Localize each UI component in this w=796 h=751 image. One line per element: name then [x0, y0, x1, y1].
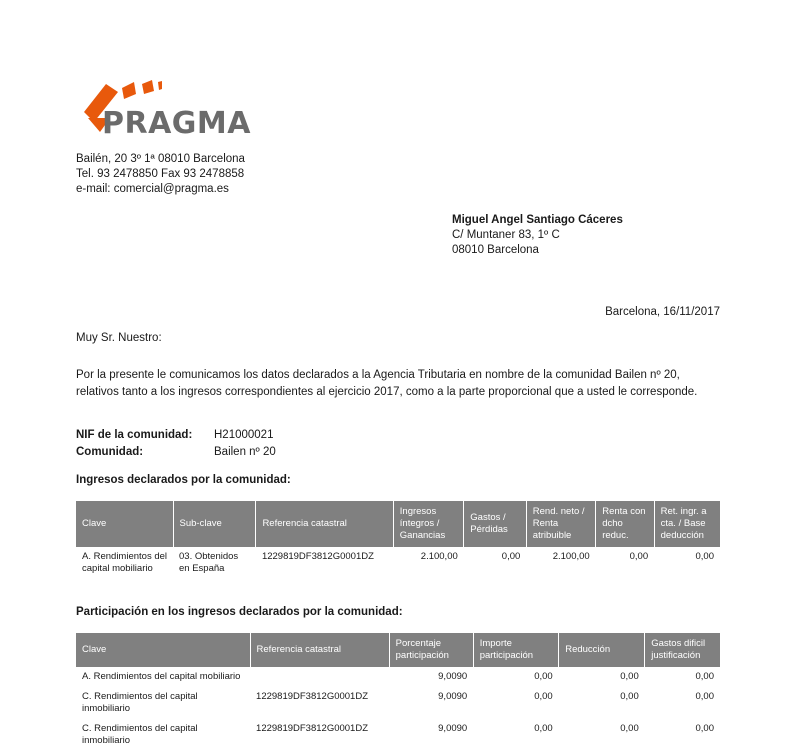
th-referencia-catastral: Referencia catastral	[250, 633, 389, 667]
th-porcentaje-participacion: Porcentaje participación	[389, 633, 473, 667]
th-ingresos-integros: Ingresos íntegros / Ganancias	[393, 501, 463, 547]
recipient-name: Miguel Angel Santiago Cáceres	[452, 214, 623, 226]
cell-subclave: 03. Obtenidos en España	[179, 551, 239, 574]
cell-gastos: 0,00	[501, 551, 521, 562]
nif-label: NIF de la comunidad:	[76, 429, 193, 441]
table-row	[76, 687, 720, 719]
table-row	[76, 719, 720, 751]
cell-porcentaje: 9,0090	[438, 723, 468, 734]
cell-clave: A. Rendimientos del capital mobiliario	[82, 551, 168, 574]
table-row	[76, 547, 720, 579]
nif-row	[76, 427, 276, 444]
community-label: Comunidad:	[76, 446, 144, 458]
recipient-address	[452, 213, 623, 258]
th-gastos-perdidas: Gastos / Pérdidas	[464, 501, 527, 547]
th-retencion-base-deduccion: Ret. ingr. a cta. / Base deducción	[654, 501, 720, 547]
th-renta-con-derecho-reduccion: Renta con dcho reduc.	[596, 501, 654, 547]
community-identification	[76, 427, 276, 461]
sender-address	[76, 152, 245, 197]
sender-address-line-1: Bailén, 20 3º 1ª 08010 Barcelona	[76, 153, 245, 165]
cell-reduccion: 0,00	[620, 723, 639, 734]
cell-importe: 0,00	[534, 691, 553, 702]
cell-referencia	[250, 667, 389, 687]
th-reduccion: Reducción	[559, 633, 645, 667]
th-gastos-dificil-justificacion: Gastos dificil justificación	[645, 633, 720, 667]
cell-ingresos: 2.100,00	[420, 551, 458, 562]
logo-wordmark: PRAGMA	[102, 106, 252, 141]
community-value: Bailen nº 20	[214, 446, 276, 458]
table-header-row	[76, 501, 720, 547]
cell-reduccion: 0,00	[620, 671, 639, 682]
cell-rend-neto: 2.100,00	[552, 551, 590, 562]
cell-clave: A. Rendimientos del capital mobiliario	[82, 671, 241, 682]
cell-reduccion: 0,00	[620, 691, 639, 702]
cell-renta-reduc: 0,00	[629, 551, 649, 562]
cell-importe: 0,00	[534, 671, 553, 682]
cell-clave: C. Rendimientos del capital inmobiliario	[82, 723, 198, 746]
cell-referencia: 1229819DF3812G0001DZ	[261, 551, 374, 562]
cell-porcentaje: 9,0090	[438, 691, 468, 702]
declared-income-table-head	[76, 501, 720, 547]
cell-ret-ingr: 0,00	[695, 551, 714, 562]
sender-address-line-2: Tel. 93 2478850 Fax 93 2478858	[76, 168, 245, 180]
cell-gastos: 0,00	[695, 691, 714, 702]
participation-table-body	[76, 667, 720, 751]
declared-income-table-body	[76, 547, 720, 579]
declared-income-table	[76, 501, 720, 579]
cell-referencia: 1229819DF3812G0001DZ	[256, 691, 368, 702]
cell-porcentaje: 9,0090	[438, 671, 468, 682]
th-rendimiento-neto: Rend. neto / Renta atribuible	[526, 501, 595, 547]
th-importe-participacion: Importe participación	[473, 633, 559, 667]
recipient-city: 08010 Barcelona	[452, 244, 539, 256]
th-subclave: Sub-clave	[173, 501, 256, 547]
th-referencia-catastral: Referencia catastral	[256, 501, 393, 547]
company-logo	[76, 78, 376, 146]
cell-clave: C. Rendimientos del capital inmobiliario	[82, 691, 198, 714]
sender-address-line-3: e-mail: comercial@pragma.es	[76, 183, 229, 195]
th-clave: Clave	[76, 633, 250, 667]
section-title-participation: Participación en los ingresos declarados por la comunidad:	[76, 606, 403, 618]
participation-table	[76, 633, 720, 751]
table-header-row	[76, 633, 720, 667]
recipient-street: C/ Muntaner 83, 1º C	[452, 229, 560, 241]
cell-referencia: 1229819DF3812G0001DZ	[256, 723, 368, 734]
participation-table-head	[76, 633, 720, 667]
cell-gastos: 0,00	[695, 723, 714, 734]
table-row	[76, 667, 720, 687]
greeting-line: Muy Sr. Nuestro:	[76, 332, 162, 344]
cell-gastos: 0,00	[695, 671, 714, 682]
nif-value: H21000021	[214, 429, 274, 441]
cell-importe: 0,00	[534, 723, 553, 734]
section-title-declared-income: Ingresos declarados por la comunidad:	[76, 474, 291, 486]
community-row	[76, 444, 276, 461]
place-and-date: Barcelona, 16/11/2017	[605, 306, 720, 318]
body-paragraph: Por la presente le comunicamos los datos declarados a la Agencia Tributaria en nombre de la comunidad Bailen nº 20, relativos tanto a los ingresos correspondientes al ejercicio 2017, como a la parte proporcional que a usted le corresponde.	[76, 369, 698, 398]
th-clave: Clave	[76, 501, 173, 547]
